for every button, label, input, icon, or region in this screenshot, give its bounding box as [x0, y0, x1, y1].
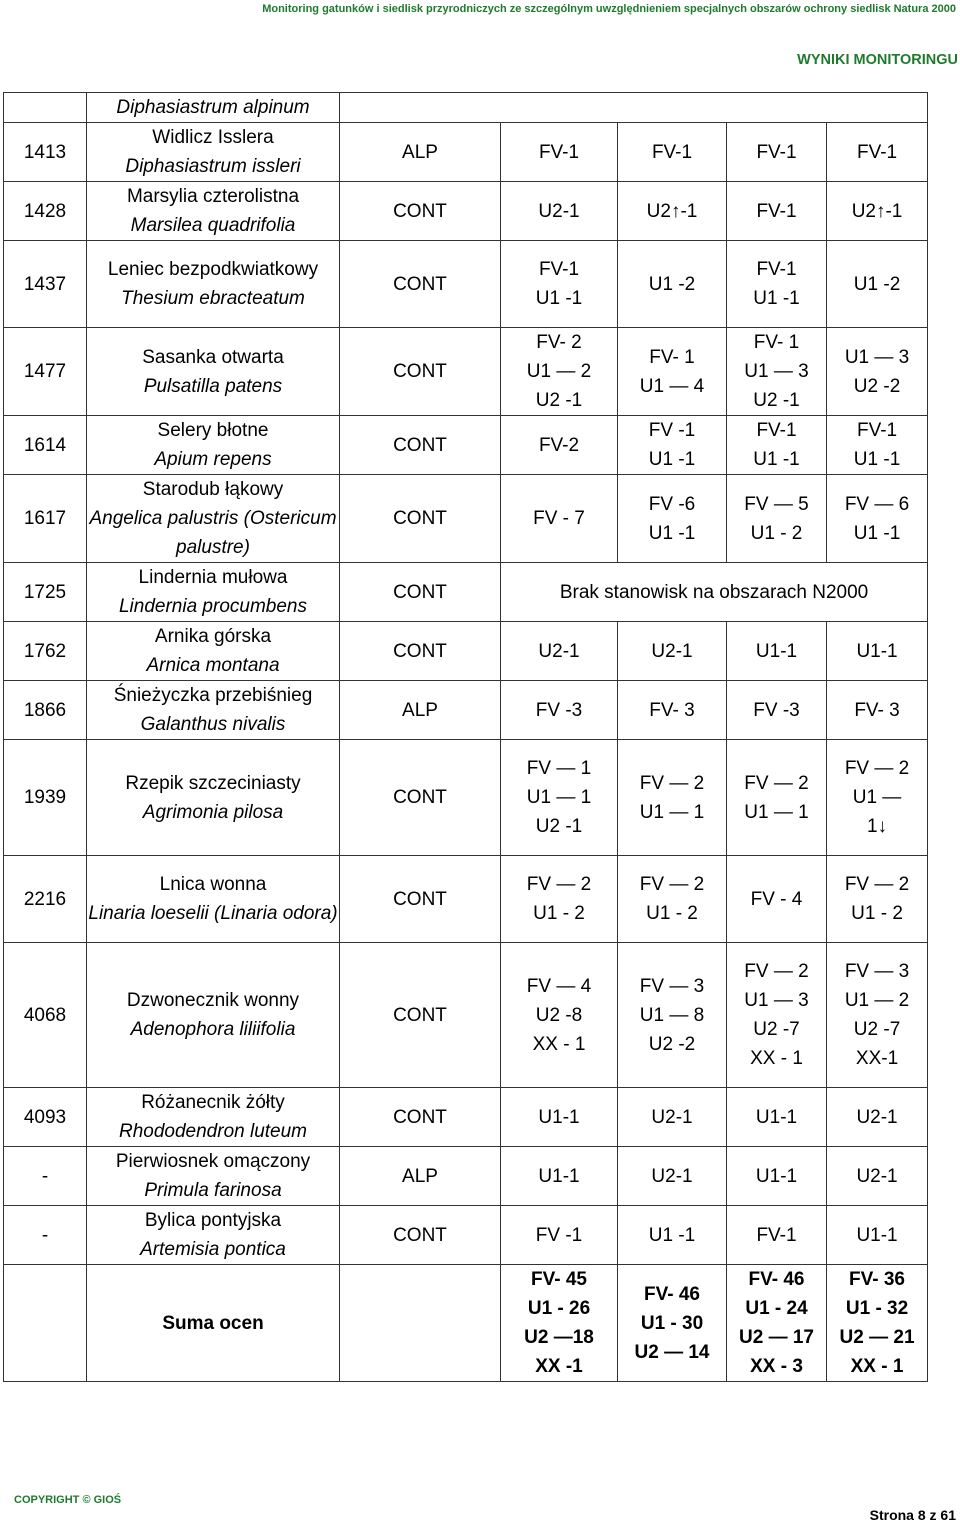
rating-cell-3 [727, 856, 827, 943]
species-names [87, 328, 340, 416]
species-latin-name: Linaria loeselii (Linaria odora) [88, 903, 338, 924]
table-row [4, 943, 928, 1088]
rating-cell-2 [618, 740, 727, 856]
species-code: 1413 [4, 123, 87, 182]
rating-cell-4 [827, 328, 928, 416]
species-polish-name: Starodub łąkowy [142, 479, 284, 500]
species-code: 1866 [4, 681, 87, 740]
species-latin-name: Diphasiastrum issleri [125, 156, 301, 177]
region-cell: ALP [340, 123, 501, 182]
species-latin-name: Apium repens [154, 449, 272, 470]
table-row [4, 1088, 928, 1147]
rating-line: U2 -8 [535, 1004, 583, 1026]
species-latin-name: Marsilea quadrifolia [130, 215, 296, 236]
table-row [4, 622, 928, 681]
rating-cell-1: U2-1 [501, 622, 618, 681]
rating-line: FV - 7 [533, 508, 585, 529]
species-names [87, 563, 340, 622]
species-names [87, 1206, 340, 1265]
rating-cell-4: FV-1 [827, 123, 928, 182]
rating-line: U2 -2 [853, 375, 901, 397]
rating-line: U1 -1 [853, 522, 901, 544]
rating-cell-2: U2↑-1 [618, 182, 727, 241]
rating-cell-2: FV- 3 [618, 681, 727, 740]
species-polish-name: Marsylia czterolistna [126, 186, 300, 207]
region-cell: CONT [340, 328, 501, 416]
rating-cell-2 [618, 416, 727, 475]
rating-line: XX -1 [535, 1356, 583, 1377]
rating-line: U2 — 17 [739, 1327, 814, 1348]
rating-line: U1 -2 [853, 273, 901, 295]
species-polish-name: Widlicz Isslera [152, 127, 274, 148]
region-cell: CONT [340, 943, 501, 1088]
species-names [87, 475, 340, 563]
rating-line: FV-1 [538, 259, 580, 280]
species-code: 1437 [4, 241, 87, 328]
species-polish-name: Sasanka otwarta [142, 346, 284, 368]
rating-line: FV — 2 [639, 772, 705, 794]
rating-cell-2: U2-1 [618, 1088, 727, 1147]
rating-line: FV- 45 [531, 1269, 587, 1290]
rating-line: U1 -1 [853, 449, 901, 470]
rating-cell-3: U1-1 [727, 622, 827, 681]
species-polish-name: Rzepik szczeciniasty [125, 772, 301, 794]
rating-line: U1 — 1 [639, 801, 705, 823]
page-number: Strona 8 z 61 [869, 1507, 956, 1523]
species-table [3, 92, 928, 1382]
region-cell: CONT [340, 1088, 501, 1147]
region-cell: CONT [340, 1206, 501, 1265]
region-cell: CONT [340, 182, 501, 241]
rating-cell-4 [827, 416, 928, 475]
species-names [87, 943, 340, 1088]
species-code: 4093 [4, 1088, 87, 1147]
species-names [87, 1088, 340, 1147]
rating-line: U2 — 14 [634, 1341, 710, 1363]
species-latin-name: Primula farinosa [144, 1180, 282, 1201]
species-polish-name: Dzwonecznik wonny [126, 990, 300, 1011]
table-row [4, 123, 928, 182]
rating-cell-1: FV-1 [501, 123, 618, 182]
rating-cell-3: FV -3 [727, 681, 827, 740]
table-row [4, 416, 928, 475]
rating-cell-1 [501, 856, 618, 943]
rating-line: U1 -1 [648, 522, 696, 544]
species-polish-name: Arnika górska [154, 626, 272, 647]
species-code [4, 93, 87, 123]
region-cell: CONT [340, 622, 501, 681]
rating-line: FV — 2 [526, 874, 592, 895]
rating-cell-3 [727, 328, 827, 416]
rating-line: FV — 1 [526, 758, 592, 779]
rating-cell-2: U1 -1 [618, 1206, 727, 1265]
rating-line: U1 — 1 [744, 801, 809, 823]
rating-cell-4 [827, 241, 928, 328]
region-cell: CONT [340, 241, 501, 328]
rating-cell-3 [727, 740, 827, 856]
species-polish-name: Selery błotne [157, 420, 269, 441]
rating-line: FV- 2 [536, 332, 582, 353]
rating-cell-1: U1-1 [501, 1088, 618, 1147]
region-cell: CONT [340, 416, 501, 475]
rating-line: U2 -1 [753, 390, 800, 411]
species-latin-name: Pulsatilla patens [143, 375, 283, 397]
rating-line: U1 - 2 [646, 903, 698, 924]
rating-line: U1 - 26 [527, 1298, 591, 1319]
rating-line: FV — 2 [744, 772, 809, 794]
rating-cell-2 [618, 943, 727, 1088]
rating-cell-3: FV-1 [727, 123, 827, 182]
rating-cell-1: U1-1 [501, 1147, 618, 1206]
table-row [4, 475, 928, 563]
rating-line: XX - 1 [532, 1033, 586, 1055]
rating-cell-2: U2-1 [618, 622, 727, 681]
rating-line: U1 - 2 [851, 903, 903, 924]
rating-cell-1 [501, 740, 618, 856]
rating-line: U1 — 3 [744, 361, 809, 382]
species-latin-name: Rhododendron luteum [118, 1121, 308, 1142]
species-code: 1477 [4, 328, 87, 416]
rating-cell-2 [618, 241, 727, 328]
rating-line: U1 — 2 [526, 361, 592, 382]
rating-cell-4 [827, 856, 928, 943]
rating-cell-3 [727, 416, 827, 475]
species-names [87, 856, 340, 943]
totals-code [4, 1265, 87, 1382]
rating-cell-1 [501, 416, 618, 475]
rating-line: U2 -7 [853, 1019, 901, 1040]
species-latin-name: Agrimonia pilosa [142, 801, 284, 823]
rating-cell-4: U1-1 [827, 622, 928, 681]
rating-cell-1 [501, 241, 618, 328]
region-cell: CONT [340, 856, 501, 943]
totals-row [4, 1265, 928, 1382]
rating-cell-3: U1-1 [727, 1088, 827, 1147]
species-latin-name: Arnica montana [146, 655, 280, 676]
table-row [4, 241, 928, 328]
empty-cell [340, 93, 928, 123]
rating-cell-3 [727, 241, 827, 328]
rating-line: FV-2 [538, 434, 580, 456]
rating-line: XX-1 [855, 1048, 899, 1069]
copyright: COPYRIGHT © GIOŚ [14, 1494, 122, 1506]
header-title: Monitoring gatunków i siedlisk przyrodniczych ze szczególnym uwzględnieniem specjalnych obszarów ochrony siedlisk Natura 2000 [262, 3, 956, 15]
rating-cell-1 [501, 943, 618, 1088]
species-names [87, 123, 340, 182]
rating-cell-1: U2-1 [501, 182, 618, 241]
rating-line: FV — 4 [526, 975, 592, 997]
rating-line: XX - 3 [750, 1356, 803, 1377]
rating-line: U1 — 4 [639, 375, 705, 397]
totals-cell-1 [501, 1265, 618, 1382]
species-code: 1725 [4, 563, 87, 622]
rating-line: FV — 2 [639, 874, 705, 895]
note-cell: Brak stanowisk na obszarach N2000 [501, 563, 928, 622]
species-latin-name: Thesium ebracteatum [121, 288, 305, 309]
species-latin-name: Lindernia procumbens [118, 596, 307, 617]
totals-label: Suma ocen [87, 1265, 340, 1382]
rating-line: U1 -1 [535, 288, 583, 309]
species-latin-name: Artemisia pontica [140, 1239, 286, 1260]
rating-line: FV - 4 [750, 888, 803, 910]
rating-cell-1 [501, 328, 618, 416]
rating-cell-4: U2↑-1 [827, 182, 928, 241]
rating-line: U1 -2 [648, 273, 696, 295]
rating-line: U1 — 8 [639, 1004, 705, 1026]
rating-line: FV — 5 [744, 493, 809, 515]
rating-cell-2 [618, 328, 727, 416]
rating-line: U1 -1 [648, 449, 696, 470]
species-code: 2216 [4, 856, 87, 943]
rating-line: FV- 46 [644, 1283, 700, 1305]
rating-line: FV — 3 [844, 961, 910, 982]
rating-line: FV-1 [756, 259, 797, 280]
species-names [87, 1147, 340, 1206]
rating-line: U2 -7 [753, 1019, 800, 1040]
rating-cell-3: FV-1 [727, 182, 827, 241]
rating-line: U2 -1 [535, 390, 583, 411]
rating-cell-2: U2-1 [618, 1147, 727, 1206]
species-names [87, 93, 340, 123]
rating-line: U2 —18 [524, 1327, 594, 1348]
rating-cell-4: FV- 3 [827, 681, 928, 740]
species-polish-name: Pierwiosnek omączony [115, 1151, 311, 1172]
species-polish-name: Śnieżyczka przebiśnieg [113, 685, 313, 706]
species-latin-name: Diphasiastrum alpinum [116, 96, 310, 118]
table-row [4, 856, 928, 943]
rating-line: FV — 2 [844, 758, 910, 779]
species-code: - [4, 1147, 87, 1206]
species-code: 1939 [4, 740, 87, 856]
totals-region [340, 1265, 501, 1382]
rating-line: U1 — 1 [526, 787, 592, 808]
species-code: 1617 [4, 475, 87, 563]
species-polish-name: Bylica pontyjska [144, 1210, 282, 1231]
rating-line: U1 - 30 [640, 1312, 704, 1334]
rating-line: FV-1 [756, 420, 797, 441]
table-row [4, 1206, 928, 1265]
species-names [87, 740, 340, 856]
species-code: 1428 [4, 182, 87, 241]
table-row [4, 681, 928, 740]
rating-line: U1 - 2 [533, 903, 585, 924]
species-latin-name: Adenophora liliifolia [130, 1019, 296, 1040]
species-names [87, 241, 340, 328]
region-cell: CONT [340, 475, 501, 563]
rating-line: FV- 1 [753, 332, 800, 353]
rating-line: 1↓ [866, 816, 888, 837]
rating-line: FV-1 [856, 420, 898, 441]
table-row [4, 1147, 928, 1206]
rating-line: FV — 2 [744, 961, 809, 982]
region-cell: ALP [340, 681, 501, 740]
rating-cell-2: FV-1 [618, 123, 727, 182]
table-row [4, 563, 928, 622]
rating-cell-4: U1-1 [827, 1206, 928, 1265]
rating-cell-3 [727, 475, 827, 563]
species-code: - [4, 1206, 87, 1265]
rating-line: FV -1 [648, 420, 696, 441]
rating-cell-1 [501, 475, 618, 563]
species-polish-name: Lnica wonna [159, 874, 267, 895]
rating-line: U1 — 2 [844, 990, 910, 1011]
table-row [4, 93, 928, 123]
rating-cell-1: FV -3 [501, 681, 618, 740]
rating-line: U2 -2 [648, 1033, 696, 1055]
species-polish-name: Lindernia mułowa [138, 567, 288, 588]
species-names [87, 416, 340, 475]
species-polish-name: Różanecnik żółty [141, 1092, 285, 1113]
rating-line: FV — 6 [844, 493, 910, 515]
rating-line: FV- 46 [748, 1269, 805, 1290]
header-subtitle: WYNIKI MONITORINGU [797, 52, 958, 68]
region-cell: CONT [340, 563, 501, 622]
rating-line: U2 -1 [535, 816, 583, 837]
species-names [87, 681, 340, 740]
species-code: 1762 [4, 622, 87, 681]
species-names [87, 622, 340, 681]
rating-line: XX - 1 [750, 1048, 803, 1069]
species-code: 1614 [4, 416, 87, 475]
table-row [4, 740, 928, 856]
rating-line: U1 -1 [753, 288, 800, 309]
rating-cell-4: U2-1 [827, 1088, 928, 1147]
rating-line: FV -6 [648, 493, 696, 515]
rating-line: U1 - 24 [745, 1298, 808, 1319]
table-row [4, 182, 928, 241]
rating-line: U1 — 3 [744, 990, 809, 1011]
species-names [87, 182, 340, 241]
species-polish-name: Leniec bezpodkwiatkowy [107, 259, 319, 280]
rating-line: U1 — [852, 787, 902, 808]
totals-cell-2 [618, 1265, 727, 1382]
species-code: 4068 [4, 943, 87, 1088]
rating-cell-3 [727, 943, 827, 1088]
rating-cell-4 [827, 943, 928, 1088]
table-row [4, 328, 928, 416]
rating-cell-4 [827, 740, 928, 856]
rating-cell-4: U2-1 [827, 1147, 928, 1206]
rating-cell-2 [618, 856, 727, 943]
rating-line: FV- 1 [649, 346, 695, 368]
rating-cell-3: U1-1 [727, 1147, 827, 1206]
species-latin-name: Galanthus nivalis [140, 714, 286, 735]
rating-line: XX - 1 [850, 1356, 904, 1377]
rating-line: FV — 3 [639, 975, 705, 997]
rating-line: U1 -1 [753, 449, 800, 470]
rating-line: U2 — 21 [839, 1327, 915, 1348]
rating-line: U1 - 32 [845, 1298, 909, 1319]
region-cell: ALP [340, 1147, 501, 1206]
rating-cell-3: FV-1 [727, 1206, 827, 1265]
species-latin-name: Angelica palustris (Ostericum palustre) [89, 508, 337, 558]
rating-line: FV- 36 [849, 1269, 906, 1290]
rating-cell-2 [618, 475, 727, 563]
totals-cell-3 [727, 1265, 827, 1382]
rating-line: U1 — 3 [844, 346, 910, 368]
rating-line: U1 - 2 [750, 522, 803, 544]
rating-cell-4 [827, 475, 928, 563]
rating-cell-1: FV -1 [501, 1206, 618, 1265]
region-cell: CONT [340, 740, 501, 856]
rating-line: FV — 2 [844, 874, 910, 895]
totals-cell-4 [827, 1265, 928, 1382]
